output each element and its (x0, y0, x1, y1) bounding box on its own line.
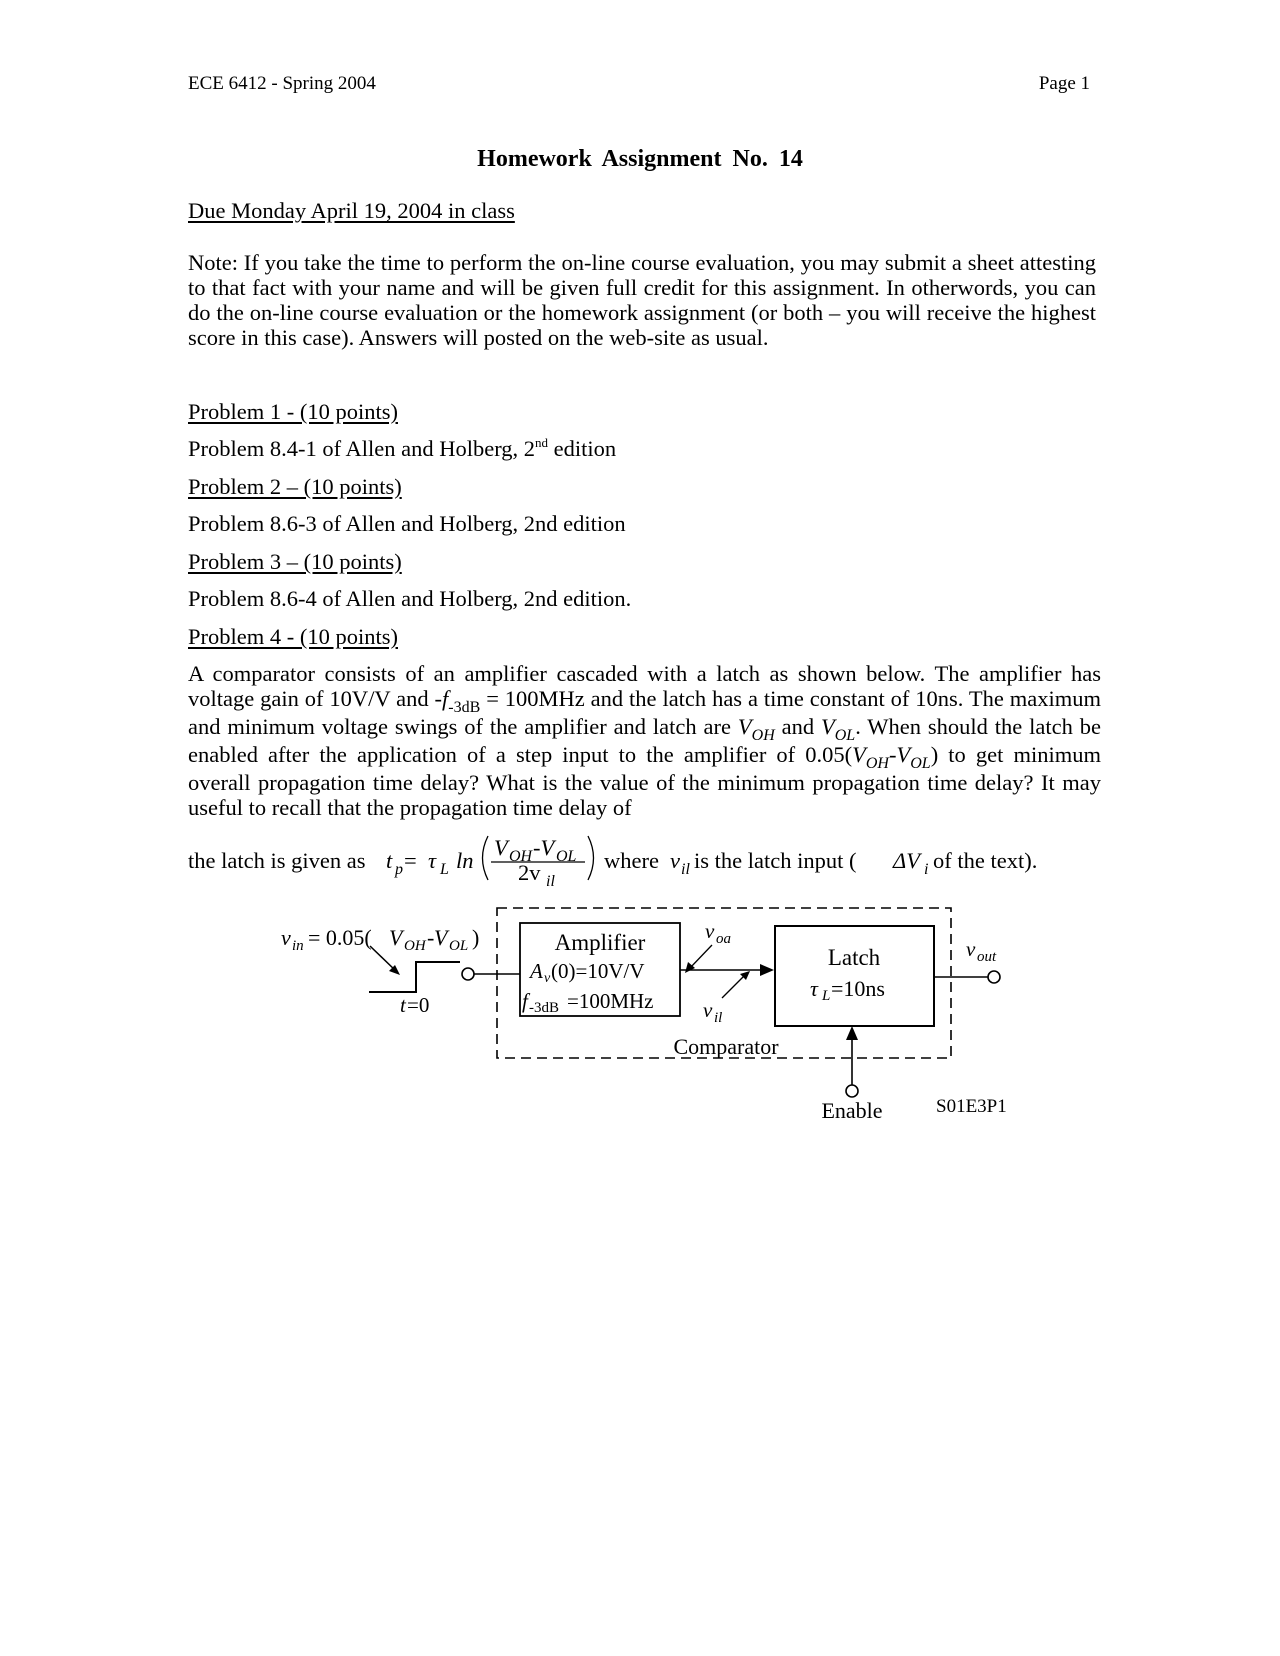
note-paragraph: Note: If you take the time to perform the on-line course evaluation, you may submit a sheet attesting to that fact with your name and will be given full credit for this assignment. In otherwords, you can do the on-line course evaluation or the homework assignment (or both – you will receive the highest score in this case). Answers will posted on the web-site as usual. (188, 250, 1096, 350)
formula-tau: τ (428, 848, 437, 873)
page-number: Page 1 (1038, 73, 1090, 94)
vil-pointer (722, 975, 745, 998)
formula-vil: v (670, 848, 680, 873)
vin-v: v (281, 925, 291, 950)
problem-3-text: Problem 8.6-4 of Allen and Holberg, 2nd edition. (188, 586, 632, 611)
formula-right-paren (588, 836, 594, 880)
p4-sentence-1: A comparator consists of an amplifier cascaded with a latch as shown below. The amplifier has voltage gain of 10V/V and - (188, 661, 1101, 711)
p4-voh: V (737, 714, 752, 739)
formula-equals: = (404, 848, 417, 873)
amplifier-title: Amplifier (554, 930, 646, 955)
formula-ln: ln (456, 848, 474, 873)
formula-num-sub-oh: OH (509, 848, 533, 865)
enable-arrowhead (846, 1026, 858, 1040)
p4-vol: V (821, 714, 835, 739)
voa-sub: oa (716, 931, 731, 947)
formula-left-paren (483, 836, 489, 880)
amp-bw-f: f (522, 989, 528, 1013)
problem-1-text-main: Problem 8.4-1 of Allen and Holberg, 2 (188, 436, 536, 461)
voa-v: v (705, 919, 715, 943)
problem-1-heading: Problem 1 - (10 points) (188, 399, 398, 424)
amp-gain-a: A (530, 959, 543, 983)
input-terminal (462, 968, 474, 980)
formula-den-sub: il (546, 873, 555, 890)
vin-vol: V (434, 925, 448, 950)
comparator-circuit (281, 908, 1007, 1123)
p4-vol-2: V (896, 742, 911, 767)
latch-tau-sub: L (822, 988, 831, 1004)
enable-terminal (846, 1085, 858, 1097)
problem-1-text-end: edition (548, 436, 617, 461)
formula-tau-sub: L (440, 861, 449, 878)
amp-to-latch-arrowhead (760, 964, 774, 976)
vin-voh-sub: OH (404, 938, 426, 954)
propagation-delay-formula (188, 835, 1037, 890)
vout-v: v (966, 937, 976, 961)
voa-pointer (690, 945, 712, 968)
page-title: Homework Assignment No. 14 (477, 146, 803, 172)
formula-num-sub-ol: OL (556, 848, 577, 865)
vin-sub: in (292, 938, 304, 954)
p4-voh-sub: OH (751, 727, 775, 744)
problem-4-text (188, 661, 1101, 820)
vout-sub: out (977, 949, 997, 965)
p4-vol-sub-2: OL (910, 755, 931, 772)
formula-vil-sub: il (681, 861, 690, 878)
t0-t: t (400, 993, 406, 1017)
formula-where: where (604, 848, 659, 873)
amp-bw-rest: =100MHz (567, 989, 654, 1013)
enable-label: Enable (821, 1098, 883, 1123)
ordinal-suffix: nd (535, 435, 549, 450)
latch-tau-rest: =10ns (831, 976, 885, 1001)
amp-bw-sub: -3dB (529, 1000, 559, 1016)
formula-latch-input: is the latch input ( (694, 848, 857, 873)
formula-den: 2v (518, 860, 541, 885)
vin-close: ) (472, 925, 480, 950)
latch-tau-symbol: τ (810, 976, 818, 1001)
vin-dash: - (427, 925, 435, 950)
vin-voh: V (389, 925, 403, 950)
problem-2-text: Problem 8.6-3 of Allen and Holberg, 2nd edition (188, 511, 626, 536)
formula-delta-vi-sub: i (924, 861, 929, 878)
p4-voh-sub-2: OH (865, 755, 889, 772)
amp-gain-sub: v (544, 971, 551, 986)
output-terminal (988, 971, 1000, 983)
figure-id: S01E3P1 (936, 1096, 1007, 1117)
p4-f-sub: -3dB (448, 699, 481, 716)
formula-delta-vi: ΔV (893, 848, 920, 873)
formula-suffix: of the text). (933, 848, 1038, 873)
formula-prefix: the latch is given as (188, 848, 366, 873)
formula-tp: t (386, 848, 393, 873)
problem-1-text (188, 436, 1096, 461)
p4-dash: - (888, 742, 897, 767)
p4-and: and (774, 714, 821, 739)
step-input-waveform (369, 962, 460, 992)
formula-tp-sub: p (395, 861, 403, 878)
amp-gain-rest: (0)=10V/V (551, 959, 645, 983)
p4-sentence-3: . When should the latch be enabled after the application of a step input to the amplifier of 0.05( (188, 714, 1101, 767)
problem-3-heading: Problem 3 – (10 points) (188, 549, 402, 574)
due-date: Due Monday April 19, 2004 in class (188, 198, 515, 223)
course-header: ECE 6412 - Spring 2004 (188, 73, 376, 94)
problem-2-heading: Problem 2 – (10 points) (188, 474, 402, 499)
t0-eq: =0 (407, 993, 430, 1017)
vil-sub: il (714, 1010, 723, 1026)
p4-sentence-2: = 100MHz and the latch has a time constant of 10ns. The maximum and minimum voltage swings of the amplifier and latch are (188, 686, 1101, 739)
latch-title: Latch (827, 945, 881, 970)
p4-sentence-4: ) to get minimum overall propagation time delay? What is the value of the minimum propagation time delay? It may useful to recall that the propagation time delay of (188, 742, 1101, 820)
comparator-label: Comparator (673, 1034, 779, 1059)
vin-vol-sub: OL (449, 938, 469, 954)
vin-eq: = 0.05( (308, 925, 372, 950)
p4-f: f (442, 686, 449, 711)
p4-voh-2: V (852, 742, 866, 767)
formula-num-v: V (494, 835, 508, 860)
p4-vol-sub: OL (834, 727, 856, 744)
problem-4-heading: Problem 4 - (10 points) (188, 624, 398, 649)
vil-v: v (703, 998, 713, 1022)
vin-label (281, 925, 479, 954)
formula-num-dash-v: -V (533, 835, 555, 860)
